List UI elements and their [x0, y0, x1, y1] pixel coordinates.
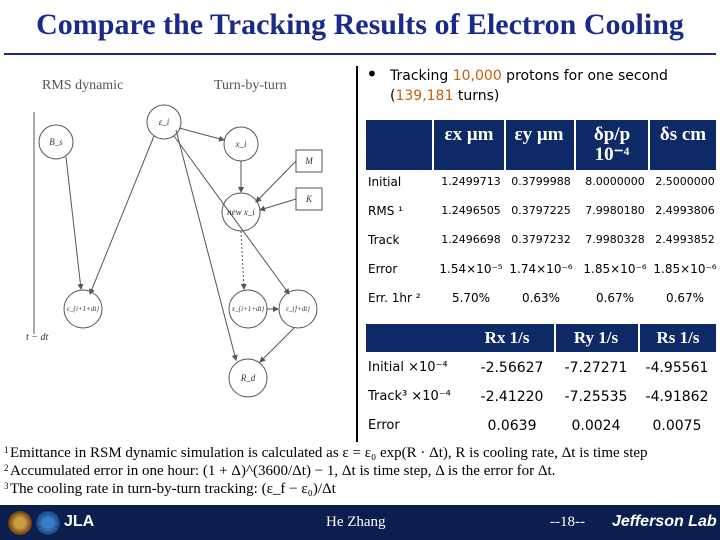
footnotes — [4, 444, 716, 498]
table2-cell: 0.0024 — [571, 418, 621, 434]
table1-row-label: Error — [368, 262, 398, 276]
table1-cell: 0.63% — [521, 291, 561, 305]
t2-head-rs: Rs 1/s — [656, 328, 700, 347]
ring-logo-icon — [36, 511, 60, 535]
table1-cell: 0.67% — [665, 291, 705, 305]
table1-cell: 2.4993852 — [655, 233, 715, 246]
table1-row-label: Initial — [368, 175, 402, 189]
table1-row — [368, 262, 716, 284]
footnote-2: 2 Accumulated error in one hour: (1 + Δ)^(3600/Δt) − 1, Δt is time step, Δ is the error for Δt. — [4, 463, 556, 479]
label-new-x: new x_i — [227, 207, 255, 217]
table1-cell: 0.67% — [595, 291, 635, 305]
bullet-dot-icon: • — [366, 62, 378, 86]
diagram-head-turn: Turn-by-turn — [214, 78, 287, 93]
table1-cell: 1.2496505 — [441, 204, 501, 217]
label-rd: R_d — [240, 373, 256, 383]
table1-header — [366, 120, 716, 170]
table2-row-label: Initial ×10⁻⁴ — [368, 360, 448, 375]
column-divider — [356, 66, 358, 442]
label-eps-f2: ε_{f+dt} — [286, 305, 310, 313]
label-m: M — [305, 156, 313, 166]
label-bs: B_s — [49, 137, 63, 147]
table1-cell: 8.0000000 — [585, 175, 645, 188]
slide-title: Compare the Tracking Results of Electron Cooling — [36, 8, 684, 41]
table1-cell: 1.85×10⁻⁶ — [583, 262, 647, 276]
t1-head-ex: εx μm — [444, 124, 494, 145]
t1-head-ds: δs cm — [659, 124, 707, 145]
table2-cell: -4.91862 — [645, 389, 709, 405]
table1-cell: 2.5000000 — [655, 175, 715, 188]
table2-cell: 0.0639 — [487, 418, 537, 434]
diagram-graphics — [4, 64, 356, 442]
table1-row-label: Track — [368, 233, 400, 247]
t2-head-rx: Rx 1/s — [484, 328, 530, 347]
label-k: K — [305, 194, 313, 204]
side-label-time: t − dt — [26, 332, 49, 343]
table1-row — [368, 291, 716, 313]
table1-cell: 7.9980180 — [585, 204, 645, 217]
jla-logo: JLA — [64, 513, 95, 530]
table2-cell: -2.56627 — [480, 360, 544, 376]
table2-row — [368, 360, 716, 382]
table2-header — [366, 324, 716, 352]
table1-row — [368, 204, 716, 226]
table2-cell: 0.0075 — [652, 418, 702, 434]
table1-row — [368, 233, 716, 255]
table2-row-label: Track³ ×10⁻⁴ — [368, 389, 451, 404]
table2-cell: -4.95561 — [645, 360, 709, 376]
table1-row-label: Err. 1hr ² — [368, 291, 421, 305]
table2-cell: -7.27271 — [564, 360, 628, 376]
table2-row — [368, 418, 716, 440]
t1-head-dp: δp/p 10⁻⁴ — [593, 124, 631, 165]
table1-row — [368, 175, 716, 197]
footer-lab-logo: Jefferson Lab — [612, 513, 717, 530]
diagram-head-rms: RMS dynamic — [42, 78, 124, 93]
footnote-3: 3 The cooling rate in turn-by-turn tracking: (ε_f − ε₀)/Δt — [4, 481, 336, 497]
table1-cell: 1.2499713 — [441, 175, 501, 188]
label-xi: x_i — [235, 139, 247, 149]
table1-cell: 5.70% — [451, 291, 491, 305]
footer-page-number: --18-- — [550, 514, 585, 530]
bullet-text: Tracking 10,000 protons for one second (139,181 turns) — [390, 68, 668, 104]
seal-logo-icon — [8, 511, 32, 535]
footer-author: He Zhang — [326, 514, 386, 530]
title-divider — [4, 53, 716, 55]
label-eps-f: ε_{i+1+dt} — [66, 305, 100, 313]
table1-cell: 1.85×10⁻⁶ — [653, 262, 717, 276]
footnote-1: 1 Emittance in RSM dynamic simulation is calculated as ε = ε₀ exp(R · Δt), R is cooling rate, Δt is time step — [4, 445, 648, 461]
table2-cell: -2.41220 — [480, 389, 544, 405]
label-x-f: x_{i+1+dt} — [231, 305, 265, 313]
table1-cell: 1.2496698 — [441, 233, 501, 246]
table1-cell: 1.74×10⁻⁶ — [509, 262, 573, 276]
flow-diagram — [4, 64, 356, 442]
label-eps-i: ε_i — [158, 117, 170, 127]
table2-row-label: Error — [368, 418, 400, 433]
table2-row — [368, 389, 716, 411]
table1-cell: 2.4993806 — [655, 204, 715, 217]
table1-cell: 0.3797232 — [511, 233, 571, 246]
t1-head-ey: εy μm — [514, 124, 564, 145]
table1-cell: 0.3797225 — [511, 204, 571, 217]
table1-cell: 7.9980328 — [585, 233, 645, 246]
table2-cell: -7.25535 — [564, 389, 628, 405]
table1-row-label: RMS ¹ — [368, 204, 403, 218]
table1-cell: 0.3799988 — [511, 175, 571, 188]
t2-head-ry: Ry 1/s — [573, 328, 619, 347]
footer-bar — [0, 505, 720, 540]
table1-cell: 1.54×10⁻⁵ — [439, 262, 503, 276]
